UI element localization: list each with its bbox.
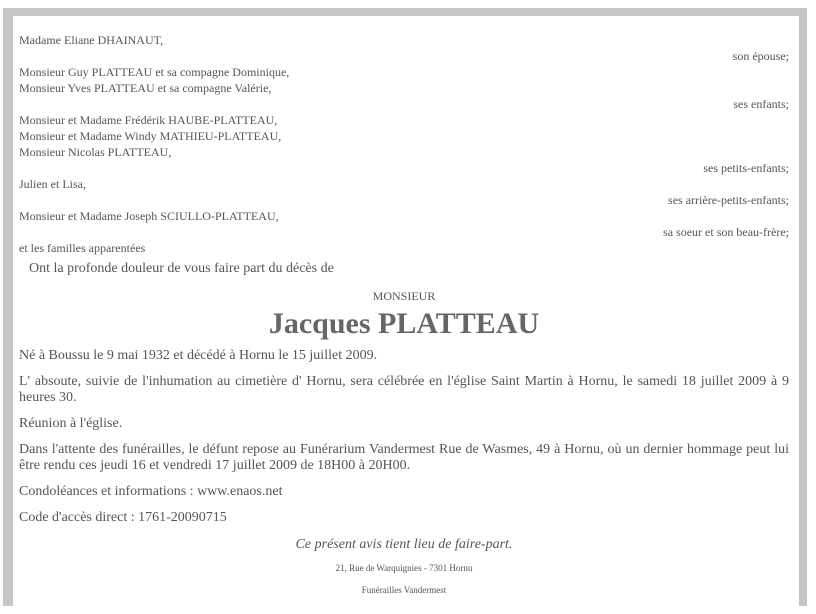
death-notice (19, 16, 789, 596)
funeral-home-address: 21, Rue de Warquignies - 7301 Hornu (335, 563, 473, 573)
page-frame (3, 8, 807, 606)
condolences-paragraph: Condoléances et informations : www.enaos.net (19, 484, 283, 499)
funerarium-paragraph: Dans l'attente des funérailles, le défunt repose au Funérarium Vandermest Rue de Wasmes, 49 à Hornu, où un dernier hommage peut lui être rendu ces jeudi 16 et vendredi 17 juillet 2009 de 18H00 à 20H00. (19, 442, 789, 473)
notice-panel (13, 16, 799, 606)
relation-label: ses arrière-petits-enfants; (668, 193, 789, 207)
family-line: Monsieur Guy PLATTEAU et sa compagne Dominique, (19, 65, 290, 79)
relation-label: ses enfants; (733, 97, 789, 111)
funeral-home-name: Funérailles Vandermest (361, 585, 447, 595)
intro-text: Ont la profonde douleur de vous faire part du décès de (29, 261, 334, 276)
absoute-paragraph: L' absoute, suivie de l'inhumation au cimetière d' Hornu, sera célébrée en l'église Saint Martin à Hornu, le samedi 18 juillet 2009 à 9 heures 30. (19, 374, 789, 405)
reunion-paragraph: Réunion à l'église. (19, 416, 123, 431)
faire-part-note: Ce présent avis tient lieu de faire-part. (295, 537, 513, 552)
relation-label: ses petits-enfants; (703, 161, 789, 175)
birth-death-paragraph: Né à Boussu le 9 mai 1932 et décédé à Hornu le 15 juillet 2009. (19, 348, 378, 363)
family-line: Madame Eliane DHAINAUT, (19, 33, 164, 47)
honorific: MONSIEUR (372, 289, 436, 303)
family-line: Monsieur Nicolas PLATTEAU, (19, 145, 172, 159)
family-line: et les familles apparentées (19, 241, 146, 255)
family-line: Monsieur et Madame Joseph SCIULLO-PLATTEAU, (19, 209, 279, 223)
relation-label: son épouse; (732, 49, 789, 63)
family-line: Julien et Lisa, (19, 177, 86, 191)
family-line: Monsieur et Madame Windy MATHIEU-PLATTEAU, (19, 129, 282, 143)
relation-label: sa soeur et son beau-frère; (663, 225, 789, 239)
family-line: Monsieur et Madame Frédérik HAUBE-PLATTEAU, (19, 113, 278, 127)
family-line: Monsieur Yves PLATTEAU et sa compagne Valérie, (19, 81, 272, 95)
access-code-paragraph: Code d'accès direct : 1761-20090715 (19, 510, 227, 525)
deceased-name: Jacques PLATTEAU (268, 307, 540, 340)
